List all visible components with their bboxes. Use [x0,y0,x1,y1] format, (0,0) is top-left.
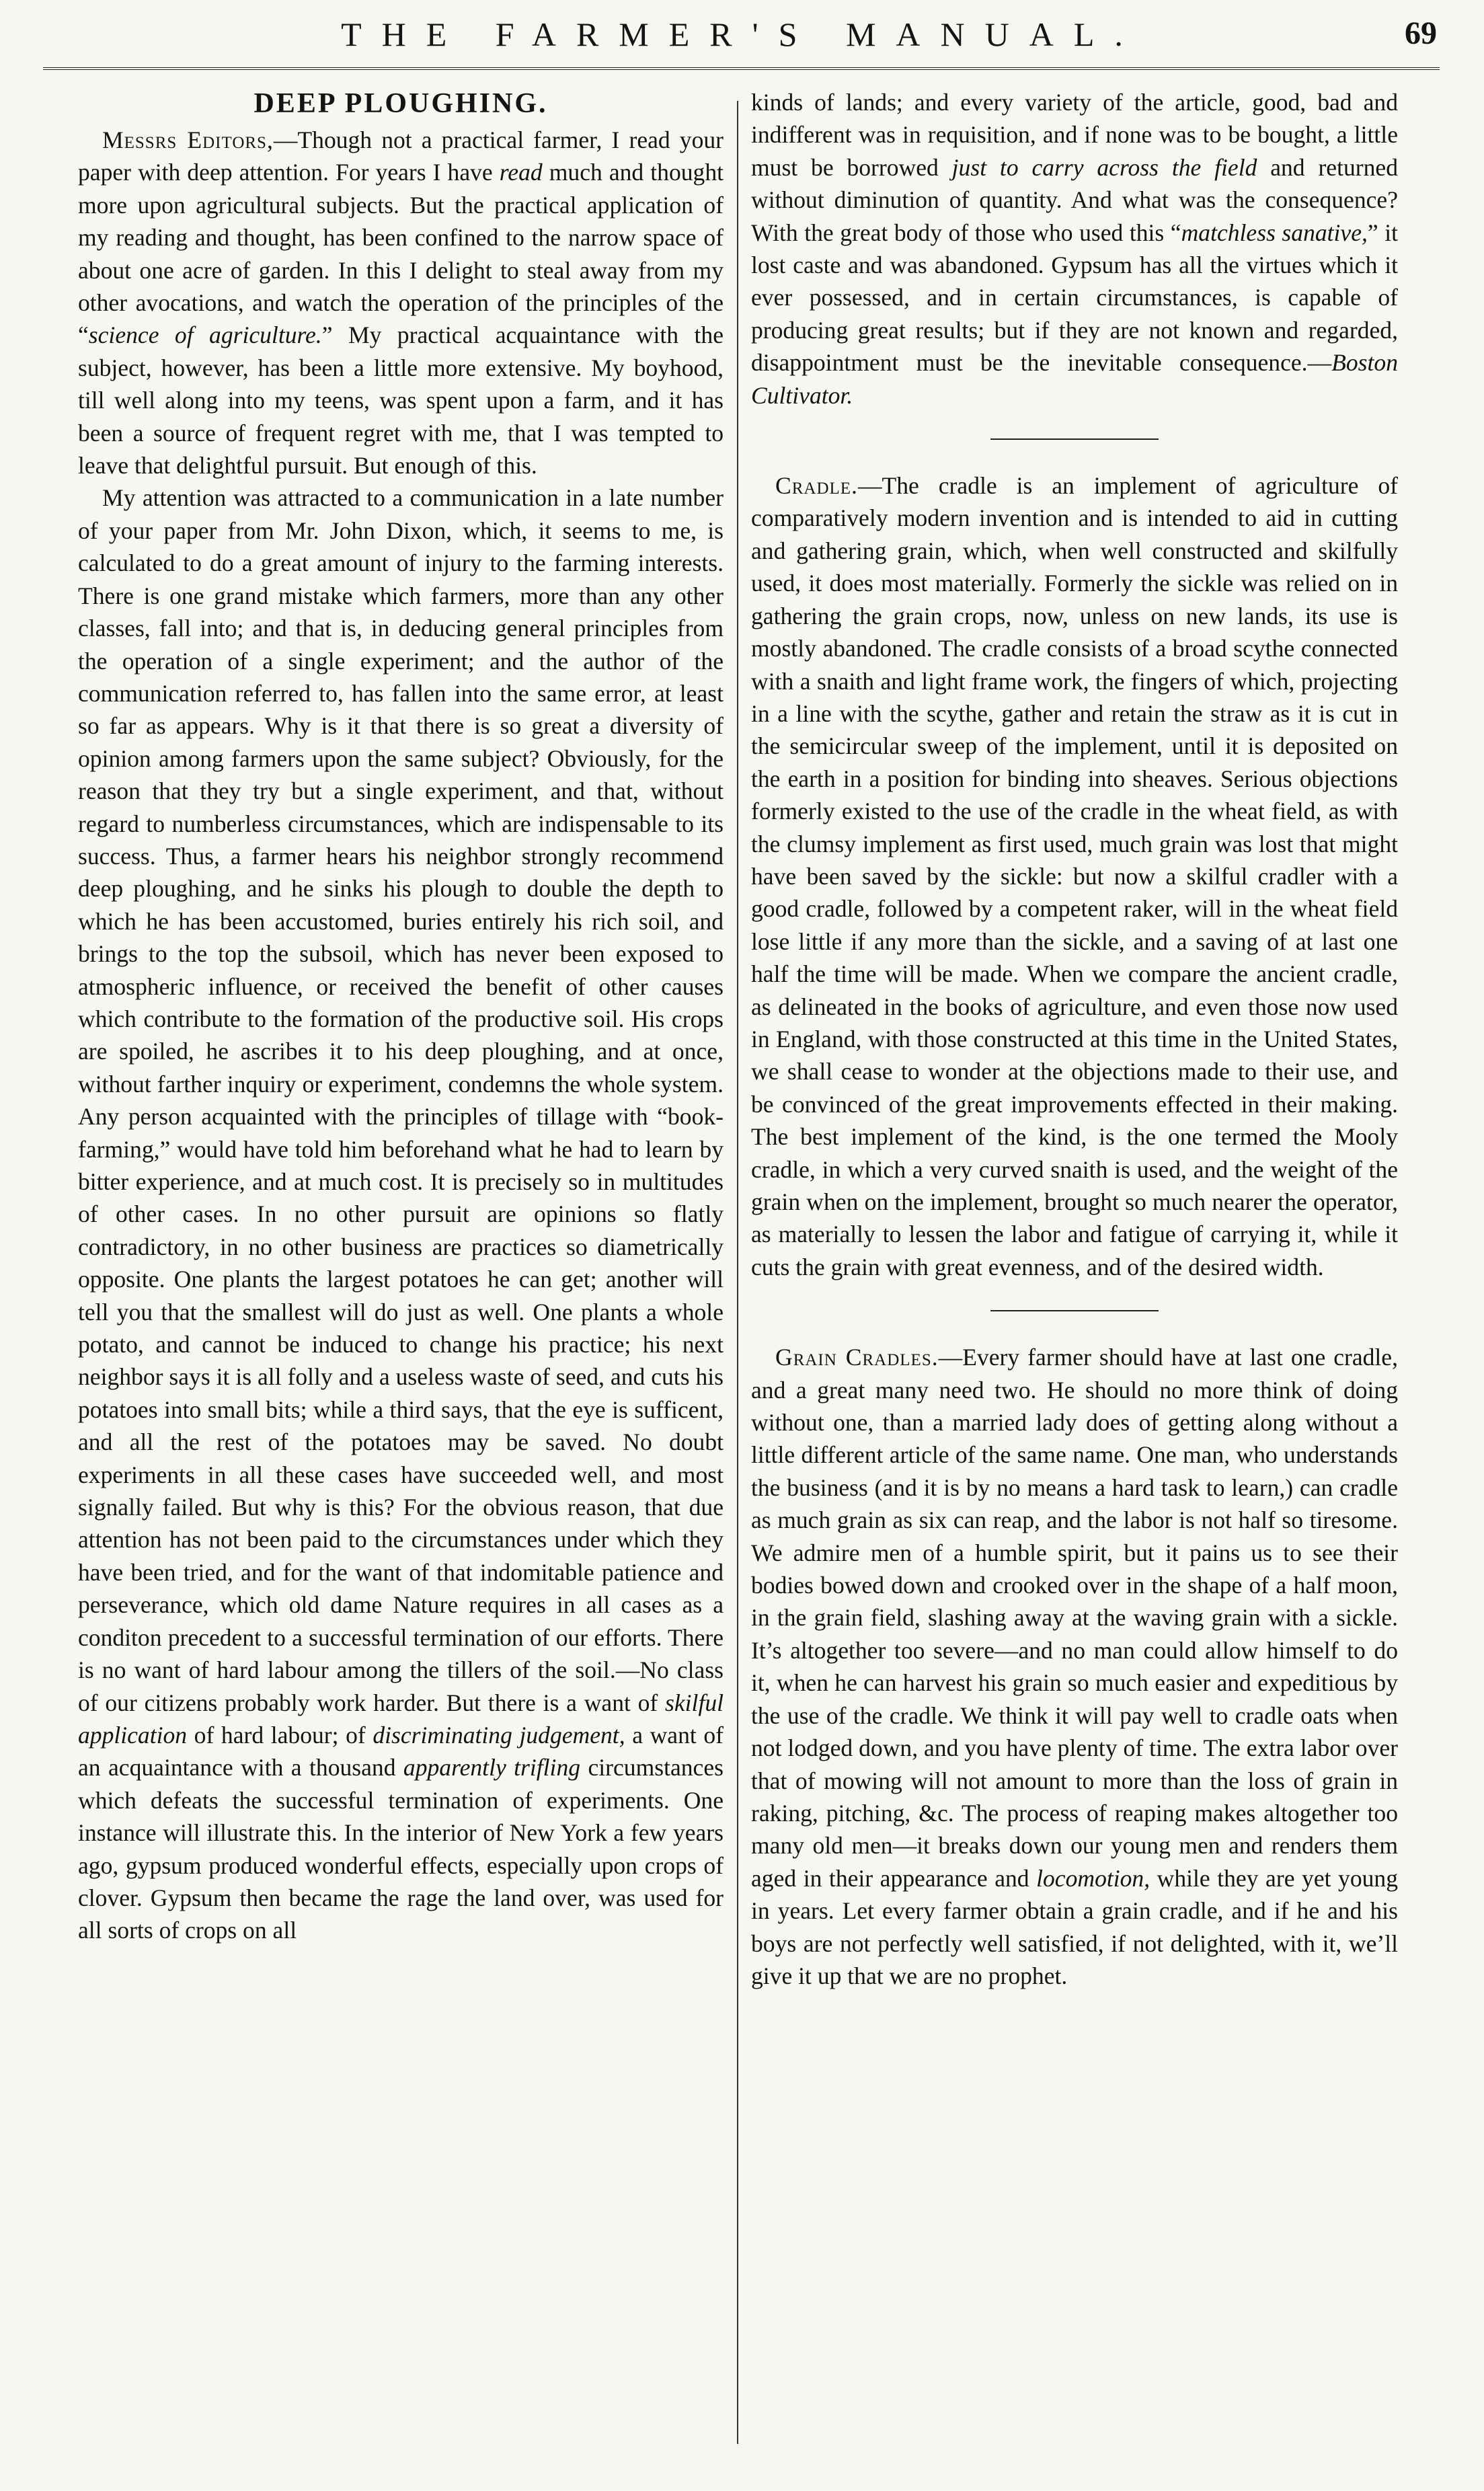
paragraph-continued [751,86,1398,412]
text-run: a want of an acquaintance with a thousand [78,1721,724,1781]
text-run: —The cradle is an implement of agriculture of comparatively modern invention and is intended to aid in cutting and gathering grain, which, when well constructed and skilfully used, it does most materially. Formerly the sickle was relied on in gathering the grain crops, now, unless on new lands, its use is mostly abandoned. The cradle consists of a broad scythe connected with a snaith and light frame work, the fingers of which, projecting in a line with the scythe, gather and retain the straw as it is cut in the semicircular sweep of the implement, until it is deposited on the earth in a position for binding into sheaves. Serious objections formerly existed to the use of the cradle in the wheat field, as with the clumsy implement as first used, much grain was lost that might have been saved by the sickle: but now a skilful cradler with a good cradle, followed by a competent raker, will in the wheat field lose little if any more than the sickle, and a saving of at last one half the time will be made. When we compare the ancient cradle, as delineated in the books of agriculture, and even those now used in England, with those constructed at this time in the United States, we shall cease to wonder at the objections made to their use, and be convinced of the great improvements effected in their making. The best implement of the kind, is the one termed the Mooly cradle, in which a very curved snaith is used, and the weight of the grain when on the implement, brought so much nearer the operator, as materially to lessen the labor and fatigue of carrying it, while it cuts the grain with great evenness, and of the desired width. [751,472,1398,1280]
text-run: ” My practical acquaintance with the subject, however, has been a little more extensive. My boyhood, till well along into my teens, was spent upon a farm, and it has been a source of frequent regret with me, that I was tempted to leave that delightful pursuit. But enough of this. [78,321,724,480]
italic-text: read [499,159,543,186]
text-run: while they are yet young in years. Let every farmer obtain a grain cradle, and if he and his boys are not perfectly well satisfied, if not delighted, with it, we’ll give it up that we are no prophet. [751,1864,1398,1989]
section-lead-grain-cradles: Grain Cradles. [775,1344,939,1371]
italic-text: science of agriculture. [88,321,322,349]
text-run: circumstances which defeats the successful termination of experiments. One instance will illustrate this. In the interior of New York a few years ago, gypsum produced wonderful effects, especially upon crops of clover. Gypsum then became the rage the land over, was used for all sorts of crops on all [78,1754,724,1944]
text-run: and returned without diminution of quantity. And what was the consequence? With the great body of those who used this “ [751,153,1398,246]
text-run: much and thought more upon agricultural subjects. But the practical application of my reading and thought, has been confined to the narrow space of about one acre of garden. In this I delight to steal away from my other avocations, and watch the operation of the principles of the “ [78,159,724,349]
paragraph [751,1341,1398,1992]
right-column [751,86,1398,2451]
page-number: 69 [1405,15,1437,51]
paragraph [751,469,1398,1283]
text-run: —Though not a practical farmer, I read your paper with deep attention. For years I have [78,126,724,186]
italic-text: skilful application [78,1689,724,1749]
salutation: Messrs Editors, [102,126,274,153]
text-run: kinds of lands; and every variety of the article, good, bad and indifferent was in requisition, and if none was to be bought, a little must be borrowed [751,89,1398,181]
column-divider [737,101,738,2444]
text-run: ” it lost caste and was abandoned. Gypsum has all the virtues which it ever possessed, and in certain circumstances, is capable of producing great results; but if they are not known and regarded, disappointment must be the inevitable consequence.— [751,219,1398,377]
italic-text: matchless sanative, [1181,219,1368,246]
paragraph [78,124,724,482]
section-separator [990,1310,1159,1311]
left-column [78,86,724,2451]
running-title: THE FARMER'S MANUAL. [341,15,1143,53]
source-credit: Boston Cultivator. [751,349,1398,409]
paragraph [78,482,724,1946]
italic-text: just to carry across the field [951,153,1257,181]
text-run: My attention was attracted to a communication in a late number of your paper from Mr. John Dixon, which, it seems to me, is calculated to do a great amount of injury to the farming interests. There is one grand mistake which farmers, more than any other classes, fall into; and that is, in deducing general principles from the operation of a single experiment; and the author of the communication referred to, has fallen into the same error, at least so far as appears. Why is it that there is so great a diversity of opinion among farmers upon the same subject? Obviously, for the reason that they try but a single experiment, and that, without regard to numberless circumstances, which are indispensable to its success. Thus, a farmer hears his neighbor strongly recommend deep ploughing, and he sinks his plough to double the depth to which he has been accustomed, buries entirely his rich soil, and brings to the top the subsoil, which has never been exposed to atmospheric influence, or received the benefit of other causes which contribute to the formation of the productive soil. His crops are spoiled, he ascribes it to his deep ploughing, and at once, without farther inquiry or experiment, condemns the whole system. Any person acquainted with the principles of tillage with “book-farming,” would have told him beforehand what he had to learn by bitter experience, and at much cost. It is precisely so in multitudes of other cases. In no other pursuit are opinions so flatly contradictory, in no other business are practices so diametrically opposite. One plants the largest potatoes he can get; another will tell you that the smallest will do just as well. One plants a whole potato, and cannot be induced to change his practice; his next neighbor says it is all folly and a useless waste of seed, and cuts his potatoes into small bits; while a third says, that the eye is sufficent, and all the rest of the potatoes may be saved. No doubt experiments in all these cases have succeeded well, and most signally failed. But why is this? For the obvious reason, that due attention has not been paid to the circumstances under which they have been tried, and for the want of that indomitable patience and perseverance, which old dame Nature requires in all cases as a conditon precedent to a successful termination of our efforts. There is no want of hard labour among the tillers of the soil.—No class of our citizens probably work harder. But there is a want of [78,484,724,1716]
italic-text: locomotion, [1036,1864,1150,1892]
section-lead-cradle: Cradle. [775,472,858,500]
article-title-deep-ploughing: DEEP PLOUGHING. [253,88,548,119]
header-rule [43,67,1440,70]
italic-text: apparently trifling [403,1754,581,1781]
italic-text: discriminating judgement, [373,1721,625,1749]
section-separator [990,438,1159,440]
text-run: of hard labour; of [187,1721,373,1749]
text-run: —Every farmer should have at last one cradle, and a great many need two. He should no more think of doing without one, than a married lady does of getting along without a little different article of the same name. One man, who understands the business (and it is by no means a hard task to learn,) can cradle as much grain as six can reap, and the labor is not half so tiresome. We admire men of a humble spirit, but it pains us to see their bodies bowed down and crooked over in the shape of a half moon, in the grain field, slashing away at the waving grain with a sickle. It’s altogether too severe—and no man could allow himself to do it, when he can harvest his grain so much easier and expeditious by the use of the cradle. We think it will pay well to cradle oats when not lodged down, and you have plenty of time. The extra labor over that of mowing will not amount to more than the loss of grain in raking, pitching, &c. The process of reaping makes altogether too many old men—it breaks down our young men and renders them aged in their appearance and [751,1344,1398,1892]
